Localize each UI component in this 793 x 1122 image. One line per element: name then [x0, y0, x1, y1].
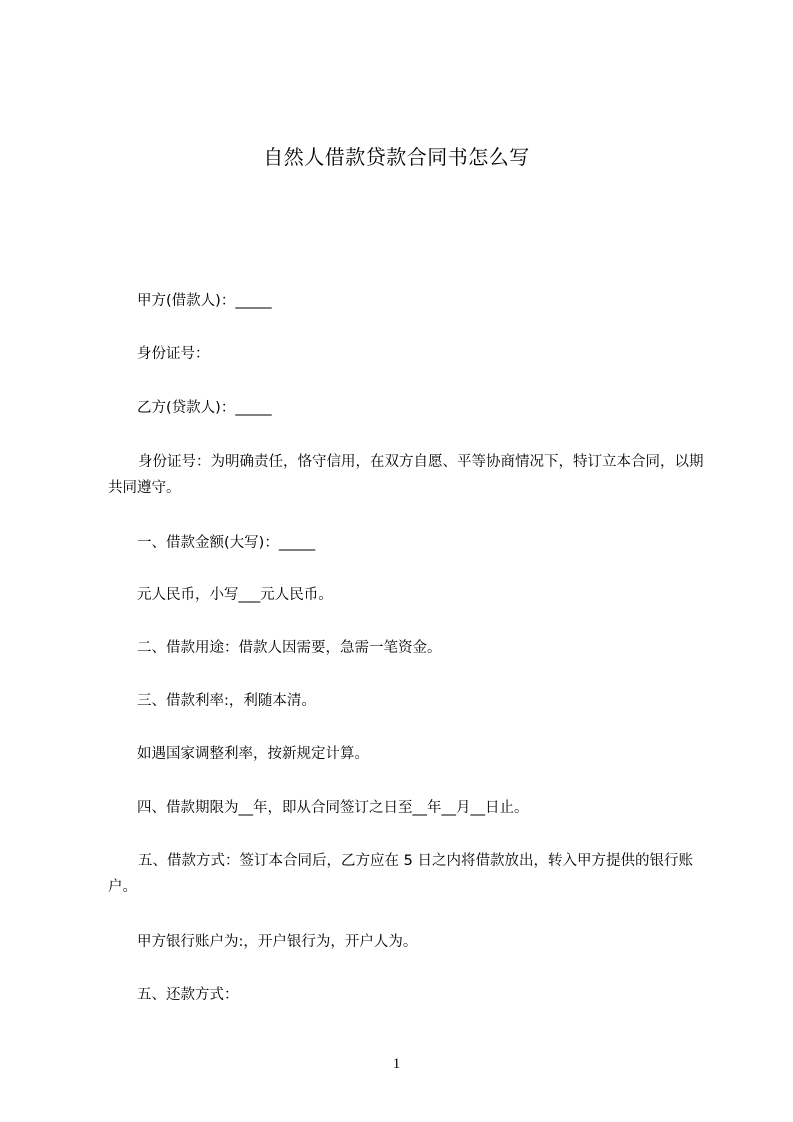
clause-bank-account: 甲方银行账户为:，开户银行为，开户人为。 [137, 934, 418, 950]
clause-rate-adjustment: 如遇国家调整利率，按新规定计算。 [137, 746, 369, 762]
clause-loan-purpose: 二、借款用途：借款人因需要，急需一笔资金。 [137, 640, 442, 656]
party-a-borrower: 甲方(借款人)：_____ [137, 293, 272, 309]
party-b-id-and-preamble: 身份证号：为明确责任，恪守信用，在双方自愿、平等协商情况下，特订立本合同，以期共同遵守。 [108, 454, 704, 496]
clause-repayment-method: 五、还款方式： [137, 987, 239, 1003]
clause-loan-method: 五、借款方式：签订本合同后，乙方应在 5 日之内将借款放出，转入甲方提供的银行账户。 [108, 853, 693, 895]
clause-interest-rate: 三、借款利率:，利随本清。 [137, 693, 316, 709]
clause-loan-amount-lowercase: 元人民币，小写___元人民币。 [137, 587, 333, 603]
party-b-lender: 乙方(贷款人)：_____ [137, 400, 272, 416]
document-title: 自然人借款贷款合同书怎么写 [263, 145, 530, 169]
clause-loan-amount: 一、借款金额(大写)：_____ [137, 535, 316, 551]
party-a-id-number: 身份证号： [137, 346, 210, 362]
clause-loan-term: 四、借款期限为__年，即从合同签订之日至__年__月__日止。 [137, 800, 529, 816]
page-number: 1 [392, 1056, 401, 1072]
